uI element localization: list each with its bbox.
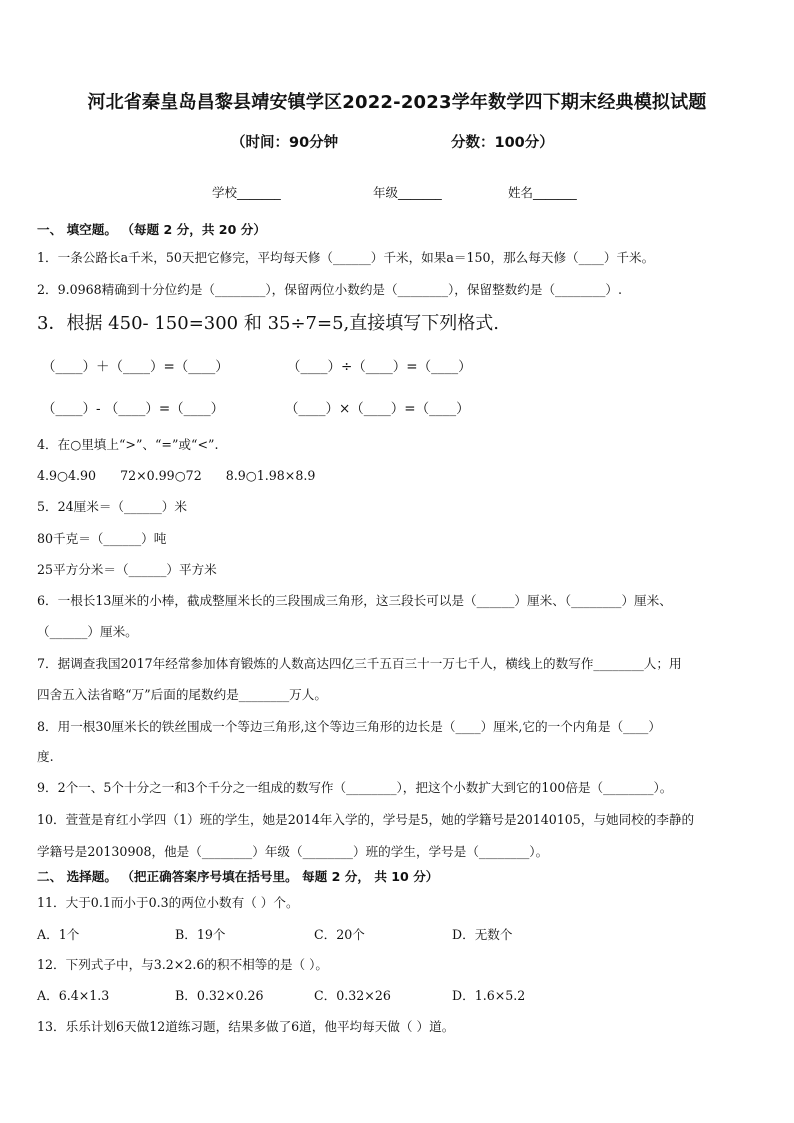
question-2: 2．9.0968精确到十分位约是（________），保留两位小数约是（________），保留整数约是（________）.: [37, 282, 623, 297]
question-11-option-d: D．无数个: [452, 927, 513, 942]
question-4: 4．在○里填上“>”、“=”或“<”.: [37, 437, 219, 452]
question-5b: 80千克＝（______）吨: [37, 531, 167, 546]
section-2-heading: 二、 选择题。 （把正确答案序号填在括号里。 每题 2 分， 共 10 分）: [37, 869, 439, 884]
section-1-heading: 一、 填空题。 （每题 2 分，共 20 分）: [37, 222, 266, 237]
question-3-row2-left: （____）- （____）=（____）: [42, 401, 225, 417]
question-12-option-c: C．0.32×26: [314, 988, 391, 1003]
exam-time: （时间：90分钟: [231, 135, 339, 151]
question-3-row1-left: （____）＋（____）=（____）: [42, 359, 229, 375]
question-8a: 8．用一根30厘米长的铁丝围成一个等边三角形,这个等边三角形的边长是（____）厘米,它的一个内角是（____）: [37, 719, 661, 734]
school-field: 学校_______: [212, 185, 281, 200]
exam-score: 分数：100分）: [451, 135, 554, 151]
question-3-row1-right: （____）÷（____）=（____）: [287, 359, 472, 375]
question-7b: 四舍五入法省略“万”后面的尾数约是________万人。: [37, 687, 327, 702]
question-13: 13．乐乐计划6天做12道练习题，结果多做了6道，他平均每天做（ ）道。: [37, 1019, 455, 1034]
question-12: 12．下列式子中，与3.2×2.6的积不相等的是（ ）。: [37, 957, 329, 972]
question-12-option-b: B．0.32×0.26: [175, 988, 264, 1003]
question-11-option-b: B．19个: [175, 927, 226, 942]
question-9: 9．2个一、5个十分之一和3个千分之一组成的数写作（________），把这个小数扩大到它的100倍是（________）。: [37, 780, 673, 795]
question-6b: （______）厘米。: [37, 624, 138, 639]
name-field: 姓名_______: [508, 185, 577, 200]
question-5a: 5．24厘米＝（______）米: [37, 499, 187, 514]
question-11-option-a: A．1个: [37, 927, 80, 942]
question-3: 3．根据 450- 150=300 和 35÷7=5,直接填写下列格式.: [37, 313, 499, 334]
question-12-option-a: A．6.4×1.3: [37, 988, 110, 1003]
question-10b: 学籍号是20130908，他是（________）年级（________）班的学生，学号是（________）。: [37, 844, 549, 859]
exam-title: 河北省秦皇岛昌黎县靖安镇学区2022-2023学年数学四下期末经典模拟试题: [87, 92, 707, 113]
question-11-option-c: C．20个: [314, 927, 365, 942]
grade-field: 年级_______: [373, 185, 442, 200]
question-6a: 6．一根长13厘米的小棒，截成整厘米长的三段围成三角形，这三段长可以是（______）厘米、（________）厘米、: [37, 593, 672, 608]
question-3-row2-right: （____）×（____）=（____）: [285, 401, 470, 417]
question-10a: 10．萱萱是育红小学四（1）班的学生，她是2014年入学的，学号是5，她的学籍号是20140105，与她同校的李静的: [37, 812, 695, 827]
question-12-option-d: D．1.6×5.2: [452, 988, 526, 1003]
question-4-items: 4.9○4.90 72×0.99○72 8.9○1.98×8.9: [37, 468, 316, 483]
question-11: 11．大于0.1而小于0.3的两位小数有（ ）个。: [37, 895, 299, 910]
question-5c: 25平方分米＝（______）平方米: [37, 562, 217, 577]
question-7a: 7．据调查我国2017年经常参加体育锻炼的人数高达四亿三千五百三十一万七千人，横线上的数写作________人；用: [37, 656, 682, 671]
question-8b: 度.: [37, 749, 54, 764]
question-1: 1．一条公路长a千米，50天把它修完，平均每天修（______）千米，如果a＝150，那么每天修（____）千米。: [37, 250, 655, 265]
